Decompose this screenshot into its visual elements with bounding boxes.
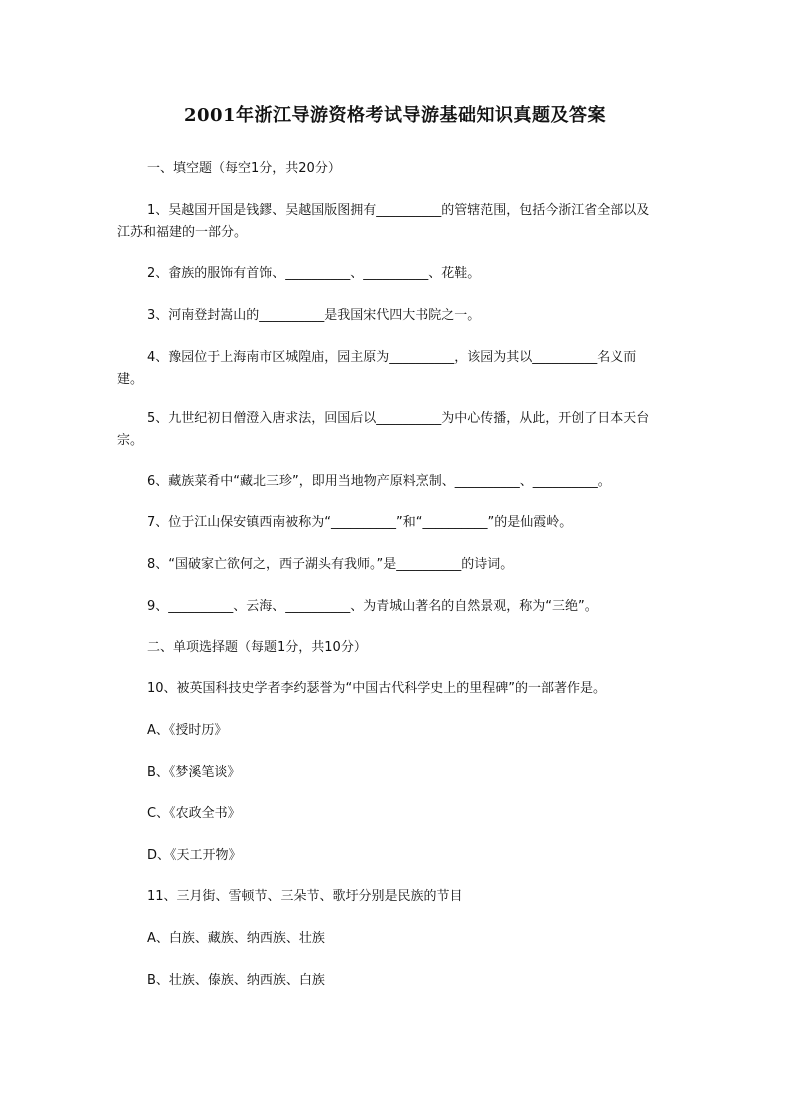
document-title: 2001年浙江导游资格考试导游基础知识真题及答案	[183, 105, 607, 126]
q11-option-a: A、白族、藏族、纳西族、壮族	[147, 931, 325, 946]
q10-option-c: C、《农政全书》	[147, 806, 241, 821]
choice-question-10: 10、被英国科技史学者李约瑟誉为“中国古代科学史上的里程碑”的一部著作是。	[147, 681, 607, 696]
fill-question-4: 4、豫园位于上海南市区城隍庙，园主原为__________，该园为其以__________名义而建。	[117, 350, 637, 387]
q10-option-d: D、《天工开物》	[147, 848, 242, 863]
fill-question-3: 3、河南登封嵩山的__________是我国宋代四大书院之一。	[147, 308, 481, 323]
fill-question-7: 7、位于江山保安镇西南被称为“__________”和“__________”的是仙霞岭。	[147, 515, 573, 530]
fill-question-9: 9、__________、云海、__________、为青城山著名的自然景观，称为“三绝”。	[147, 599, 598, 614]
section-2-heading: 二、单项选择题（每题1分，共10分）	[147, 640, 367, 655]
q10-option-b: B、《梦溪笔谈》	[147, 765, 241, 780]
q10-option-a: A、《授时历》	[147, 723, 228, 738]
section-1-heading: 一、填空题（每空1分，共20分）	[147, 161, 341, 176]
choice-question-11: 11、三月街、雪顿节、三朵节、歌圩分别是民族的节目	[147, 889, 463, 904]
fill-question-5: 5、九世纪初日僧澄入唐求法，回国后以__________为中心传播，从此，开创了日本天台宗。	[117, 411, 650, 448]
fill-question-2: 2、畲族的服饰有首饰、__________、__________、花鞋。	[147, 266, 481, 281]
fill-question-1: 1、吴越国开国是钱鏐、吴越国版图拥有__________的管辖范围，包括今浙江省全部以及江苏和福建的一部分。	[117, 203, 650, 240]
q11-option-b: B、壮族、傣族、纳西族、白族	[147, 973, 325, 988]
fill-question-8: 8、“国破家亡欲何之，西子湖头有我师。”是__________的诗词。	[147, 557, 514, 572]
fill-question-6: 6、藏族菜肴中“藏北三珍”，即用当地物产原料烹制、__________、__________。	[147, 474, 611, 489]
